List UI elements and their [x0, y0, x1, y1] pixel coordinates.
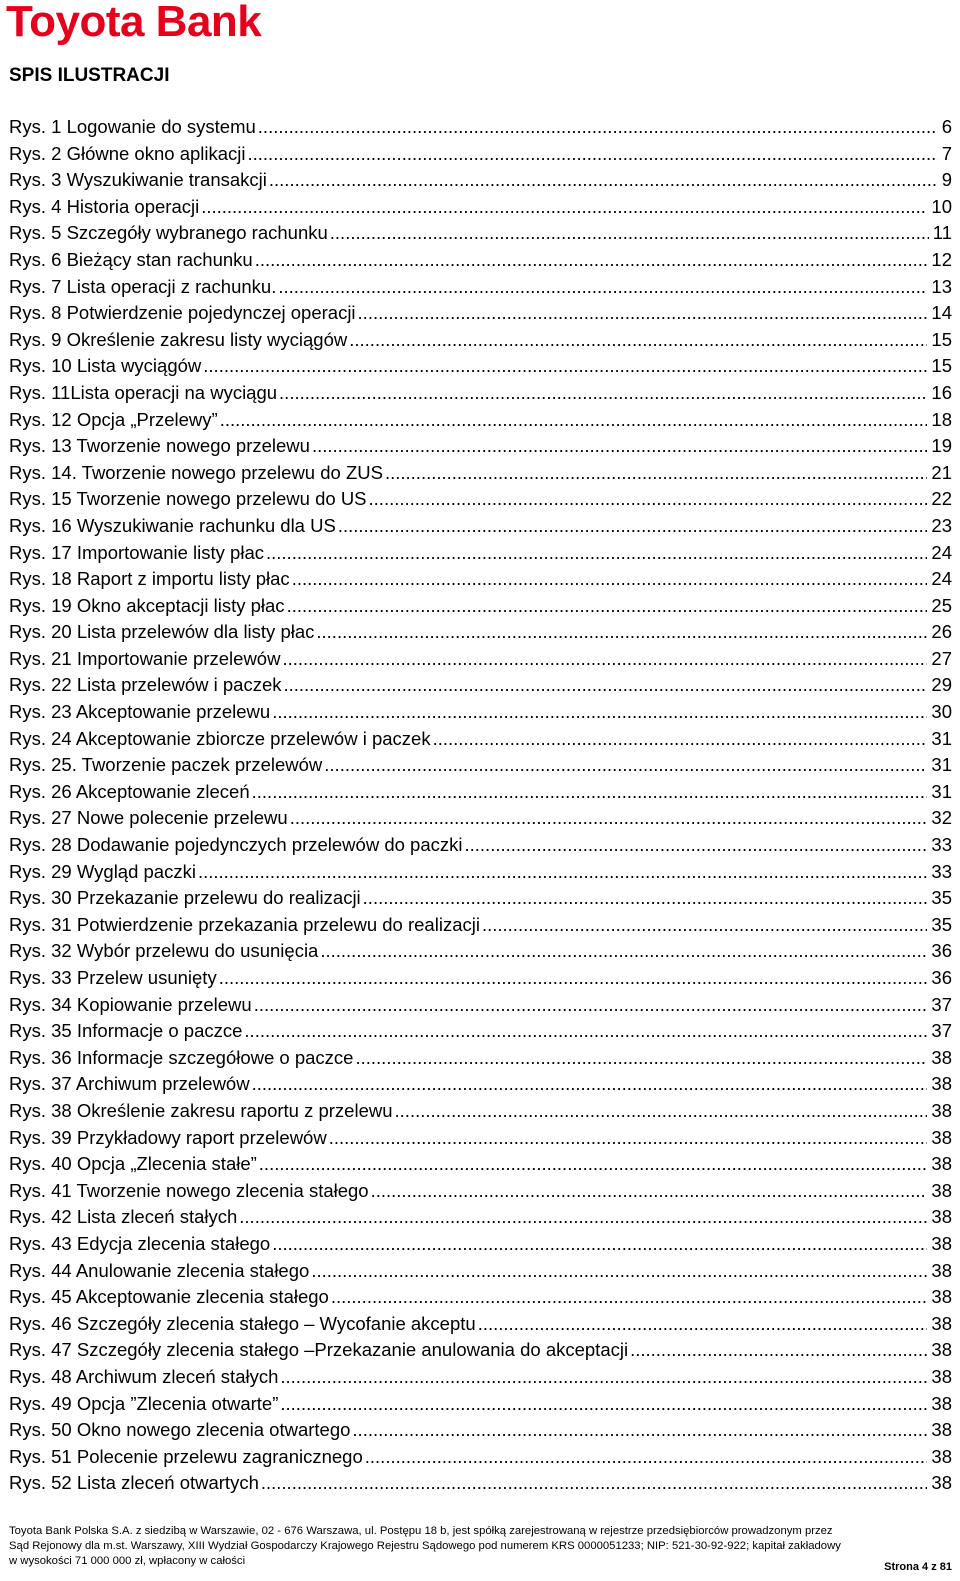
toc-entry[interactable]	[9, 1098, 952, 1125]
toc-dot-leader	[320, 938, 927, 965]
toc-dot-leader	[482, 912, 927, 939]
toc-entry-title: Rys. 47 Szczegóły zlecenia stałego –Przekazanie anulowania do akceptacji	[9, 1339, 629, 1361]
toc-entry[interactable]	[9, 1231, 952, 1258]
toc-dot-leader	[371, 1178, 928, 1205]
toc-entry[interactable]	[9, 540, 952, 567]
footer-line: w wysokości 71 000 000 zł, wpłacony w całości	[9, 1555, 246, 1567]
toc-entry-page: 24	[931, 541, 952, 563]
toc-entry[interactable]	[9, 1417, 952, 1444]
toc-entry[interactable]	[9, 912, 952, 939]
toc-entry-title: Rys. 44 Anulowanie zlecenia stałego	[9, 1259, 310, 1281]
toc-entry-page: 31	[931, 780, 952, 802]
toc-dot-leader	[329, 1125, 928, 1152]
toc-entry-title: Rys. 25. Tworzenie paczek przelewów	[9, 754, 323, 776]
toc-entry[interactable]	[9, 1204, 952, 1231]
toc-entry-title: Rys. 31 Potwierdzenie przekazania przelewu do realizacji	[9, 913, 480, 935]
toc-entry-page: 38	[931, 1259, 952, 1281]
toc-entry[interactable]	[9, 1045, 952, 1072]
toc-entry[interactable]	[9, 672, 952, 699]
toc-dot-leader	[316, 619, 927, 646]
toc-entry-title: Rys. 21 Importowanie przelewów	[9, 647, 281, 669]
toc-entry-title: Rys. 13 Tworzenie nowego przelewu	[9, 435, 310, 457]
toc-entry[interactable]	[9, 1337, 952, 1364]
toc-dot-leader	[255, 247, 928, 274]
toc-entry-title: Rys. 9 Określenie zakresu listy wyciągów	[9, 328, 348, 350]
toc-dot-leader	[272, 1231, 927, 1258]
toc-entry-page: 38	[931, 1099, 952, 1121]
toc-entry[interactable]	[9, 247, 952, 274]
toc-dot-leader	[198, 859, 927, 886]
toc-entry-title: Rys. 22 Lista przelewów i paczek	[9, 674, 282, 696]
toc-entry[interactable]	[9, 1178, 952, 1205]
toc-dot-leader	[280, 1364, 927, 1391]
toc-entry-page: 38	[931, 1392, 952, 1414]
toc-entry-page: 38	[931, 1339, 952, 1361]
toc-dot-leader	[311, 1258, 927, 1285]
toc-entry-title: Rys. 3 Wyszukiwanie transakcji	[9, 169, 267, 191]
toc-entry-page: 38	[931, 1312, 952, 1334]
toc-entry-page: 38	[931, 1419, 952, 1441]
toc-entry-title: Rys. 30 Przekazanie przelewu do realizacji	[9, 887, 361, 909]
toc-entry-title: Rys. 8 Potwierdzenie pojedynczej operacji	[9, 302, 356, 324]
toc-dot-leader	[363, 885, 928, 912]
toc-dot-leader	[280, 1391, 927, 1418]
toc-entry[interactable]	[9, 965, 952, 992]
toc-entry-page: 7	[941, 142, 952, 164]
toc-entry-page: 14	[931, 302, 952, 324]
toc-entry-page: 29	[931, 674, 952, 696]
toc-entry-page: 36	[931, 967, 952, 988]
toc-dot-leader	[287, 593, 928, 620]
toc-dot-leader	[269, 167, 938, 194]
toc-entry[interactable]	[9, 513, 952, 540]
toc-entry-page: 30	[931, 701, 952, 723]
toc-entry[interactable]	[9, 1071, 952, 1098]
toc-entry-page: 12	[931, 248, 952, 270]
toc-entry[interactable]	[9, 380, 952, 407]
toc-entry-page: 33	[931, 834, 952, 856]
toc-entry-title: Rys. 45 Akceptowanie zlecenia stałego	[9, 1286, 329, 1308]
toc-entry[interactable]	[9, 779, 952, 806]
toc-entry-page: 35	[931, 887, 952, 909]
toc-entry-page: 19	[931, 435, 952, 457]
toc-entry[interactable]	[9, 1258, 952, 1285]
toc-dot-leader	[266, 540, 927, 567]
toc-entry-title: Rys. 5 Szczegóły wybranego rachunku	[9, 222, 328, 244]
toc-dot-leader	[201, 194, 927, 221]
toc-dot-leader	[259, 1151, 928, 1178]
toc-entry-title: Rys. 48 Archiwum zleceń stałych	[9, 1365, 279, 1387]
toc-entry-title: Rys. 11Lista operacji na wyciągu	[9, 381, 278, 403]
toc-entry[interactable]	[9, 1391, 952, 1418]
toc-entry[interactable]	[9, 566, 952, 593]
toc-entry-page: 16	[931, 381, 952, 403]
toc-entry-page: 26	[931, 621, 952, 643]
toc-dot-leader	[365, 1444, 928, 1471]
toc-entry-page: 36	[931, 940, 952, 962]
toc-entry[interactable]	[9, 699, 952, 726]
toc-entry-title: Rys. 37 Archiwum przelewów	[9, 1073, 250, 1095]
toc-dot-leader	[292, 566, 928, 593]
toc-entry-page: 31	[931, 727, 952, 749]
toc-dot-leader	[331, 1284, 928, 1311]
toc-entry[interactable]	[9, 619, 952, 646]
toc-entry-title: Rys. 41 Tworzenie nowego zlecenia stałego	[9, 1179, 369, 1201]
toc-dot-leader	[283, 672, 927, 699]
toc-entry-page: 38	[931, 1206, 952, 1228]
toc-dot-leader	[352, 1417, 927, 1444]
toc-entry-title: Rys. 7 Lista operacji z rachunku.	[9, 275, 277, 297]
toc-entry-page: 15	[931, 328, 952, 350]
toc-entry-title: Rys. 34 Kopiowanie przelewu	[9, 993, 252, 1015]
toc-entry-title: Rys. 24 Akceptowanie zbiorcze przelewów i paczek	[9, 727, 431, 749]
toc-entry-page: 15	[931, 355, 952, 377]
toc-entry-title: Rys. 42 Lista zleceń stałych	[9, 1206, 238, 1228]
toc-entry-page: 31	[931, 754, 952, 776]
toc-entry[interactable]	[9, 460, 952, 487]
toc-entry[interactable]	[9, 992, 952, 1019]
toc-dot-leader	[478, 1311, 928, 1338]
toc-entry[interactable]	[9, 220, 952, 247]
toc-dot-leader	[324, 752, 927, 779]
toc-dot-leader	[630, 1337, 927, 1364]
toc-entry-title: Rys. 10 Lista wyciągów	[9, 355, 202, 377]
toc-entry[interactable]	[9, 433, 952, 460]
toc-entry[interactable]	[9, 274, 952, 301]
toc-entry-page: 23	[931, 514, 952, 536]
footer	[9, 1524, 953, 1569]
toc-entry[interactable]	[9, 1125, 952, 1152]
toc-entry-page: 37	[931, 1020, 952, 1042]
toc-entry[interactable]	[9, 167, 952, 194]
toc-entry-page: 21	[931, 461, 952, 483]
toc-dot-leader	[220, 407, 928, 434]
toc-entry-page: 38	[931, 1472, 952, 1494]
toc-dot-leader	[358, 300, 928, 327]
toc-entry-page: 22	[931, 488, 952, 510]
toc-entry[interactable]	[9, 141, 952, 168]
footer-line: Sąd Rejonowy dla m.st. Warszawy, XIII Wydział Gospodarczy Krajowego Rejestru Sądowego pod numerem KRS 0000051233; NIP: 521-30-92-922; kapitał zakładowy	[9, 1540, 841, 1552]
table-of-figures	[9, 114, 952, 1497]
toc-entry-title: Rys. 50 Okno nowego zlecenia otwartego	[9, 1419, 351, 1441]
toc-entry[interactable]	[9, 1284, 952, 1311]
toc-entry-title: Rys. 20 Lista przelewów dla listy płac	[9, 621, 315, 643]
toc-entry-page: 18	[931, 408, 952, 430]
toc-entry-page: 13	[931, 275, 952, 297]
toc-dot-leader	[244, 1018, 927, 1045]
toc-entry-page: 38	[931, 1126, 952, 1148]
toc-entry-title: Rys. 2 Główne okno aplikacji	[9, 142, 246, 164]
toc-entry-title: Rys. 35 Informacje o paczce	[9, 1020, 243, 1042]
toc-dot-leader	[239, 1204, 927, 1231]
toc-entry[interactable]	[9, 1364, 952, 1391]
toc-entry[interactable]	[9, 1470, 952, 1497]
toc-entry[interactable]	[9, 353, 952, 380]
toc-entry[interactable]	[9, 885, 952, 912]
toc-entry-title: Rys. 38 Określenie zakresu raportu z przelewu	[9, 1099, 393, 1121]
toc-dot-leader	[278, 274, 927, 301]
toc-entry-page: 38	[931, 1232, 952, 1254]
toc-dot-leader	[252, 779, 928, 806]
toc-entry-title: Rys. 19 Okno akceptacji listy płac	[9, 594, 285, 616]
toc-entry-page: 33	[931, 860, 952, 882]
toc-entry-page: 32	[931, 807, 952, 829]
toc-entry-page: 10	[931, 195, 952, 217]
toc-entry-title: Rys. 18 Raport z importu listy płac	[9, 568, 290, 590]
toc-entry-title: Rys. 36 Informacje szczegółowe o paczce	[9, 1046, 354, 1068]
toc-entry-title: Rys. 32 Wybór przelewu do usunięcia	[9, 940, 319, 962]
toc-entry-title: Rys. 15 Tworzenie nowego przelewu do US	[9, 488, 367, 510]
toc-entry-page: 38	[931, 1365, 952, 1387]
toc-entry[interactable]	[9, 646, 952, 673]
toc-entry[interactable]	[9, 486, 952, 513]
toc-entry[interactable]	[9, 194, 952, 221]
toc-entry-title: Rys. 33 Przelew usunięty	[9, 967, 217, 988]
toc-entry[interactable]	[9, 300, 952, 327]
toc-entry[interactable]	[9, 327, 952, 354]
toyota-bank-logo: Toyota Bank	[6, 0, 262, 46]
toc-dot-leader	[290, 805, 928, 832]
toc-dot-leader	[338, 513, 928, 540]
toc-dot-leader	[312, 433, 927, 460]
toc-entry-title: Rys. 49 Opcja ”Zlecenia otwarte”	[9, 1392, 279, 1414]
toc-entry[interactable]	[9, 1151, 952, 1178]
toc-dot-leader	[248, 141, 938, 168]
toc-entry-page: 11	[932, 222, 952, 244]
toc-entry-title: Rys. 4 Historia operacji	[9, 195, 200, 217]
toc-dot-leader	[465, 832, 928, 859]
toc-entry[interactable]	[9, 1311, 952, 1338]
toc-dot-leader	[279, 380, 927, 407]
page-title: SPIS ILUSTRACJI	[9, 65, 170, 86]
toc-dot-leader	[261, 1470, 928, 1497]
toc-dot-leader	[385, 460, 927, 487]
toc-entry[interactable]	[9, 1444, 952, 1471]
toc-dot-leader	[252, 1071, 928, 1098]
toc-entry[interactable]	[9, 407, 952, 434]
toc-entry-title: Rys. 39 Przykładowy raport przelewów	[9, 1126, 327, 1148]
toc-entry[interactable]	[9, 114, 952, 141]
toc-entry-page: 38	[931, 1286, 952, 1308]
toc-entry-page: 37	[931, 993, 952, 1015]
toc-entry-title: Rys. 1 Logowanie do systemu	[9, 116, 256, 137]
toc-entry-page: 24	[931, 568, 952, 590]
toc-entry-title: Rys. 23 Akceptowanie przelewu	[9, 701, 271, 723]
toc-dot-leader	[433, 726, 928, 753]
toc-entry-title: Rys. 16 Wyszukiwanie rachunku dla US	[9, 514, 336, 536]
toc-entry-title: Rys. 26 Akceptowanie zleceń	[9, 780, 250, 802]
toc-entry-page: 38	[931, 1046, 952, 1068]
toc-entry-page: 6	[941, 116, 952, 137]
toc-entry[interactable]	[9, 752, 952, 779]
toc-dot-leader	[258, 114, 938, 141]
toc-entry[interactable]	[9, 938, 952, 965]
toc-entry-title: Rys. 6 Bieżący stan rachunku	[9, 248, 253, 270]
toc-entry-page: 38	[931, 1153, 952, 1175]
toc-entry[interactable]	[9, 1018, 952, 1045]
toc-entry-page: 38	[931, 1073, 952, 1095]
toc-entry-page: 35	[931, 913, 952, 935]
toc-entry-title: Rys. 28 Dodawanie pojedynczych przelewów do paczki	[9, 834, 463, 856]
toc-entry-title: Rys. 40 Opcja „Zlecenia stałe”	[9, 1153, 257, 1175]
toc-dot-leader	[282, 646, 927, 673]
toc-dot-leader	[355, 1045, 927, 1072]
toc-dot-leader	[330, 220, 929, 247]
toc-entry[interactable]	[9, 832, 952, 859]
toc-entry-title: Rys. 43 Edycja zlecenia stałego	[9, 1232, 271, 1254]
toc-entry-title: Rys. 17 Importowanie listy płac	[9, 541, 264, 563]
toc-dot-leader	[219, 965, 928, 992]
toc-entry-title: Rys. 27 Nowe polecenie przelewu	[9, 807, 288, 829]
toc-dot-leader	[395, 1098, 928, 1125]
toc-entry-page: 38	[931, 1179, 952, 1201]
toc-dot-leader	[349, 327, 927, 354]
toc-dot-leader	[369, 486, 928, 513]
toc-entry-title: Rys. 12 Opcja „Przelewy”	[9, 408, 218, 430]
toc-entry-title: Rys. 52 Lista zleceń otwartych	[9, 1472, 259, 1494]
toc-dot-leader	[272, 699, 927, 726]
toc-dot-leader	[203, 353, 927, 380]
toc-entry-page: 9	[941, 169, 952, 191]
toc-entry-page: 27	[931, 647, 952, 669]
toc-entry[interactable]	[9, 593, 952, 620]
toc-entry-title: Rys. 51 Polecenie przelewu zagranicznego	[9, 1445, 363, 1467]
toc-entry-title: Rys. 46 Szczegóły zlecenia stałego – Wycofanie akceptu	[9, 1312, 476, 1334]
toc-entry-title: Rys. 29 Wygląd paczki	[9, 860, 196, 882]
toc-entry[interactable]	[9, 805, 952, 832]
toc-dot-leader	[254, 992, 928, 1019]
page-number: Strona 4 z 81	[884, 1561, 952, 1573]
toc-entry-page: 25	[931, 594, 952, 616]
toc-entry[interactable]	[9, 726, 952, 753]
toc-entry-page: 38	[931, 1445, 952, 1467]
toc-entry-title: Rys. 14. Tworzenie nowego przelewu do ZUS	[9, 461, 383, 483]
footer-line: Toyota Bank Polska S.A. z siedzibą w Warszawie, 02 - 676 Warszawa, ul. Postępu 18 b, jest spółką zarejestrowaną w rejestrze przedsiębiorców prowadzonym przez	[9, 1525, 833, 1537]
toc-entry[interactable]	[9, 859, 952, 886]
